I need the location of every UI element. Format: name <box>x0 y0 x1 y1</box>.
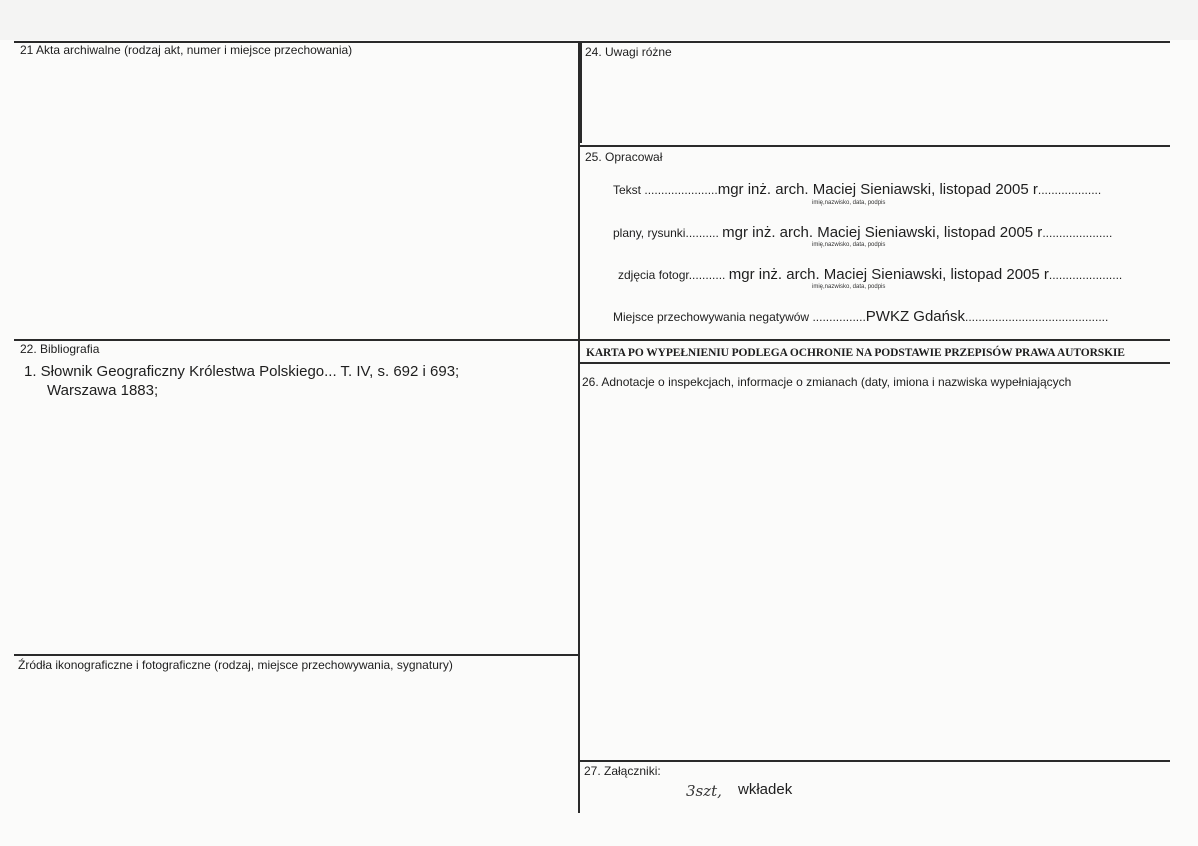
opracowal-row-negatywy <box>613 307 1108 327</box>
row-hint: imię,nazwisko, data, podpis <box>812 200 886 206</box>
row-hint: imię,nazwisko, data, podpis <box>812 284 886 290</box>
row-lead-dots: ...................... <box>644 183 718 197</box>
rule-21-22 <box>14 339 579 341</box>
row-author-value: mgr inż. arch. Maciej Sieniawski, listopad 2005 r <box>728 266 1049 283</box>
opracowal-row-zdjecia <box>618 265 1122 285</box>
section-22-heading: 22. Bibliografia <box>20 342 100 356</box>
row-lead-dots: .......... <box>685 226 719 240</box>
bibliography-entry-line1: 1. Słownik Geograficzny Królestwa Polskiego... T. IV, s. 692 i 693; <box>24 363 460 380</box>
row-trail-dots: ........................................... <box>964 310 1109 324</box>
rule-26-27 <box>580 760 1170 762</box>
row-label: zdjęcia fotogr <box>618 268 689 282</box>
row-trail-dots: ................... <box>1037 183 1102 197</box>
row-hint: imię,nazwisko, data, podpis <box>812 242 886 248</box>
section-26-heading: 26. Adnotacje o inspekcjach, informacje o zmianach (daty, imiona i nazwiska wypełniających <box>582 375 1072 389</box>
row-lead-dots: ........... <box>688 268 726 282</box>
row-trail-dots: ...................... <box>1048 268 1123 282</box>
center-divider <box>578 41 580 813</box>
section-25-heading: 25. Opracował <box>585 150 663 164</box>
row-location-value: PWKZ Gdańsk <box>865 308 965 325</box>
row-label: Miejsce przechowywania negatywów <box>613 310 810 324</box>
section-23-heading: Źródła ikonograficzne i fotograficzne (rodzaj, miejsce przechowywania, sygnatury) <box>18 658 453 672</box>
section-27-heading: 27. Załączniki: <box>584 764 661 778</box>
row-label: Tekst <box>613 183 642 197</box>
section-21-heading: 21 Akta archiwalne (rodzaj akt, numer i miejsce przechowania) <box>20 43 353 57</box>
row-author-value: mgr inż. arch. Maciej Sieniawski, listopad 2005 r <box>717 181 1038 198</box>
copyright-banner: KARTA PO WYPEŁNIENIU PODLEGA OCHRONIE NA PODSTAWIE PRZEPISÓW PRAWA AUTORSKIE <box>586 347 1125 359</box>
row-trail-dots: ..................... <box>1042 226 1113 240</box>
top-right-box-divider <box>580 41 582 143</box>
row-lead-dots: ................ <box>812 310 866 324</box>
opracowal-row-plany <box>613 223 1112 243</box>
rule-22-23 <box>14 654 579 656</box>
rule-banner-26 <box>580 362 1170 364</box>
rule-24-25 <box>580 145 1170 147</box>
attachments-handwritten-count: 3szt, <box>686 782 722 800</box>
attachments-typed-note: wkładek <box>738 781 793 798</box>
bibliography-entry-line2: Warszawa 1883; <box>47 382 159 399</box>
rule-25-banner <box>580 339 1170 341</box>
row-author-value: mgr inż. arch. Maciej Sieniawski, listopad 2005 r <box>722 224 1043 241</box>
section-24-heading: 24. Uwagi różne <box>585 45 672 59</box>
opracowal-row-tekst <box>613 180 1101 200</box>
row-label: plany, rysunki <box>613 226 686 240</box>
